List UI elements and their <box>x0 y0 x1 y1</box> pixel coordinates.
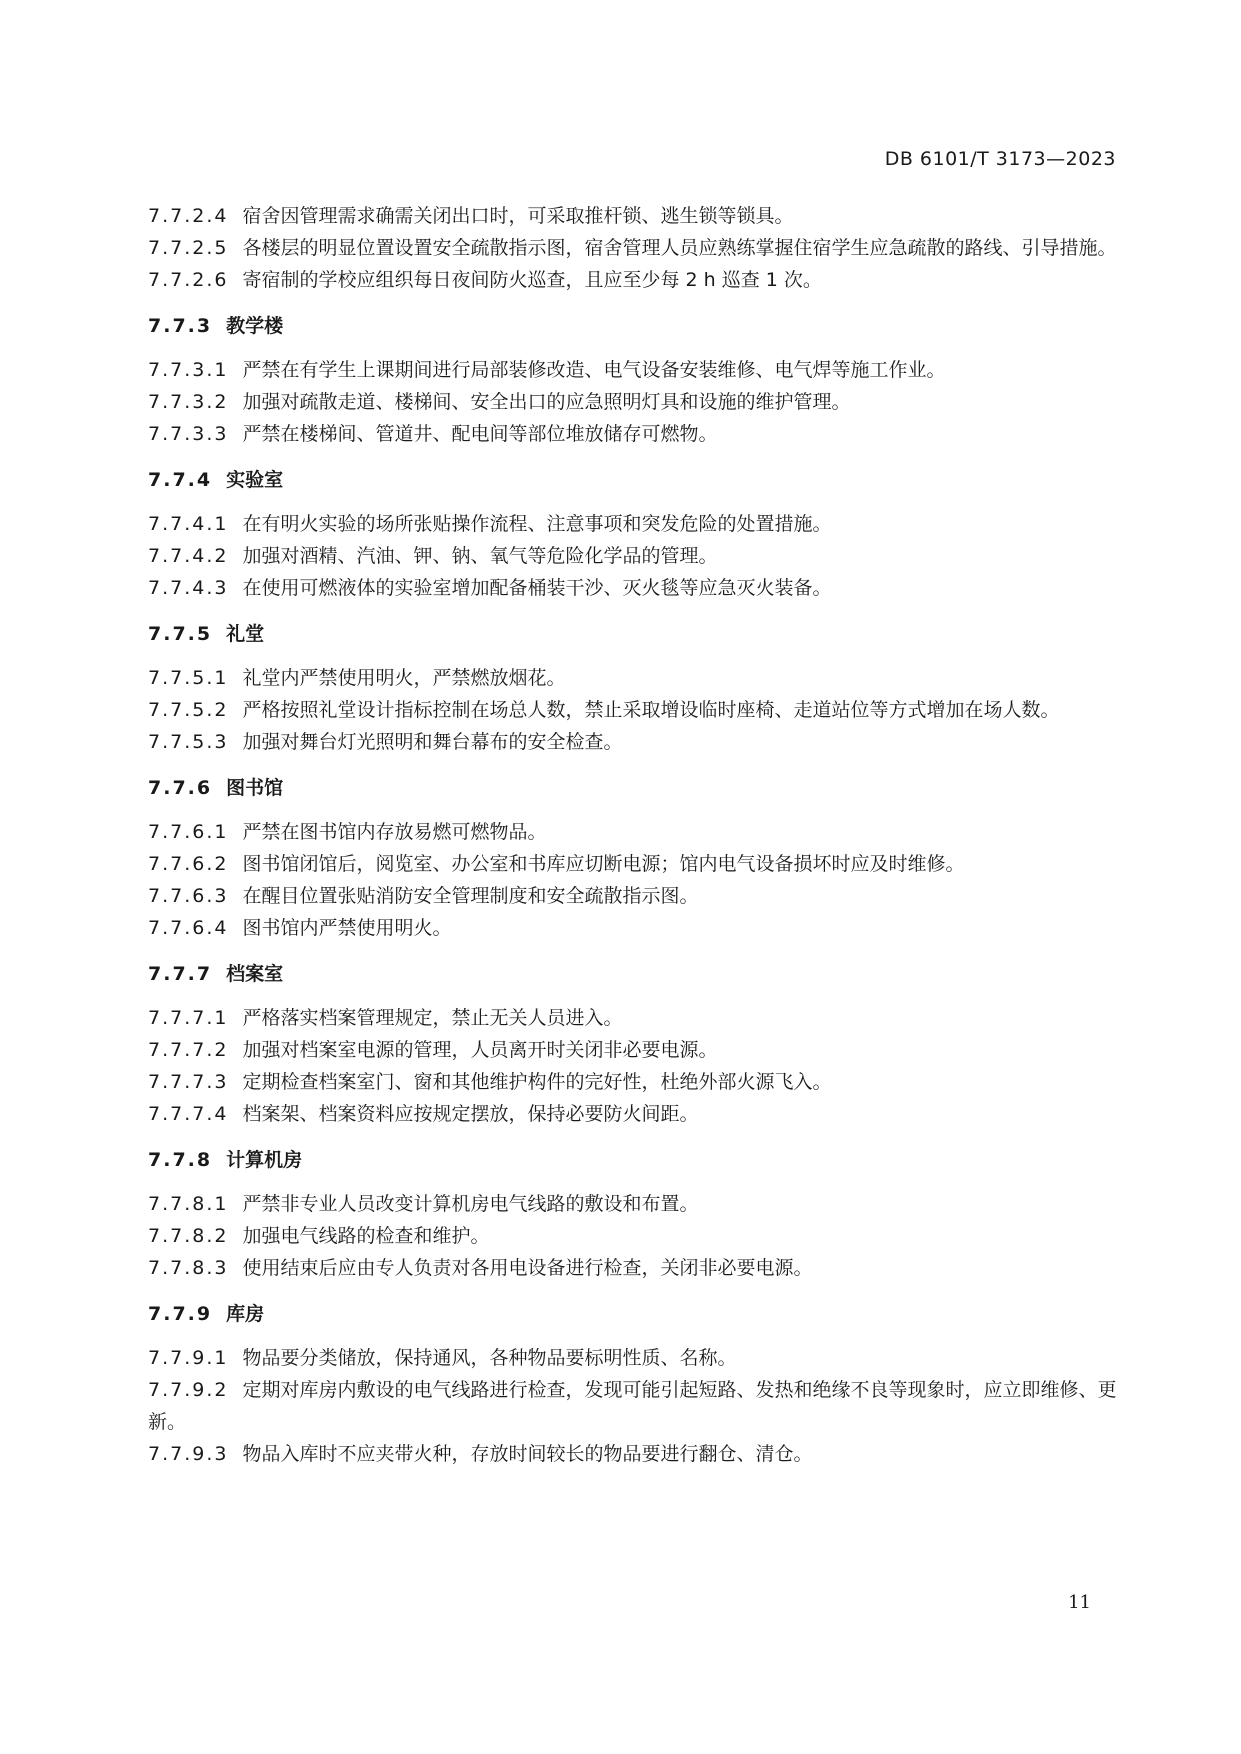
section-7-7-6-heading <box>148 772 1118 804</box>
clause-7-7-9-1 <box>148 1342 1118 1374</box>
clause-text: 图书馆闭馆后，阅览室、办公室和书库应切断电源；馆内电气设备损坏时应及时维修。 <box>242 853 965 875</box>
clause-number: 7.7.9.1 <box>148 1347 229 1369</box>
clause-number: 7.7.7.3 <box>148 1071 229 1093</box>
clause-text: 加强对酒精、汽油、钾、钠、氧气等危险化学品的管理。 <box>242 545 718 567</box>
section-number: 7.7.6 <box>148 777 213 799</box>
clause-7-7-8-3 <box>148 1252 1118 1284</box>
clause-7-7-6-4 <box>148 912 1118 944</box>
clause-text: 档案架、档案资料应按规定摆放，保持必要防火间距。 <box>242 1103 699 1125</box>
clause-text: 使用结束后应由专人负责对各用电设备进行检查，关闭非必要电源。 <box>242 1257 813 1279</box>
clause-text: 加强对疏散走道、楼梯间、安全出口的应急照明灯具和设施的维护管理。 <box>242 391 851 413</box>
clause-7-7-5-1 <box>148 662 1118 694</box>
section-number: 7.7.5 <box>148 623 213 645</box>
section-7-7-8-heading <box>148 1144 1118 1176</box>
clause-text: 定期检查档案室门、窗和其他维护构件的完好性，杜绝外部火源飞入。 <box>242 1071 832 1093</box>
clause-number: 7.7.6.4 <box>148 917 229 939</box>
clause-text: 在使用可燃液体的实验室增加配备桶装干沙、灭火毯等应急灭火装备。 <box>242 577 832 599</box>
clause-7-7-4-2 <box>148 540 1118 572</box>
clause-7-7-8-1 <box>148 1188 1118 1220</box>
clause-number: 7.7.3.2 <box>148 391 229 413</box>
clause-text: 严禁非专业人员改变计算机房电气线路的敷设和布置。 <box>242 1193 699 1215</box>
clause-7-7-5-2 <box>148 694 1118 726</box>
section-7-7-5-heading <box>148 618 1118 650</box>
section-number: 7.7.4 <box>148 469 213 491</box>
clause-number: 7.7.8.1 <box>148 1193 229 1215</box>
clause-number: 7.7.9.2 <box>148 1379 229 1401</box>
clause-number: 7.7.5.1 <box>148 667 229 689</box>
clause-text: 在醒目位置张贴消防安全管理制度和安全疏散指示图。 <box>242 885 699 907</box>
section-number: 7.7.7 <box>148 963 213 985</box>
section-title: 教学楼 <box>226 315 284 337</box>
clause-text: 严禁在有学生上课期间进行局部装修改造、电气设备安装维修、电气焊等施工作业。 <box>242 359 946 381</box>
clause-number: 7.7.9.3 <box>148 1443 229 1465</box>
clause-text: 物品要分类储放，保持通风，各种物品要标明性质、名称。 <box>242 1347 737 1369</box>
clause-text: 物品入库时不应夹带火种，存放时间较长的物品要进行翻仓、清仓。 <box>242 1443 813 1465</box>
clause-7-7-4-1 <box>148 508 1118 540</box>
clause-number: 7.7.8.2 <box>148 1225 229 1247</box>
clause-number: 7.7.4.2 <box>148 545 229 567</box>
clause-7-7-4-3 <box>148 572 1118 604</box>
clause-7-7-9-3 <box>148 1438 1118 1470</box>
clause-number: 7.7.3.1 <box>148 359 229 381</box>
clause-7-7-7-4 <box>148 1098 1118 1130</box>
clause-number: 7.7.8.3 <box>148 1257 229 1279</box>
clause-number: 7.7.6.3 <box>148 885 229 907</box>
section-7-7-7-heading <box>148 958 1118 990</box>
section-number: 7.7.8 <box>148 1149 213 1171</box>
clause-text: 在有明火实验的场所张贴操作流程、注意事项和突发危险的处置措施。 <box>242 513 832 535</box>
clause-number: 7.7.4.1 <box>148 513 229 535</box>
section-title: 礼堂 <box>226 623 265 645</box>
clause-7-7-3-3 <box>148 418 1118 450</box>
clause-7-7-7-2 <box>148 1034 1118 1066</box>
clause-text: 加强电气线路的检查和维护。 <box>242 1225 490 1247</box>
clause-7-7-2-6 <box>148 264 1118 296</box>
clause-text: 严格按照礼堂设计指标控制在场总人数，禁止采取增设临时座椅、走道站位等方式增加在场人数。 <box>242 699 1060 721</box>
clause-7-7-7-1 <box>148 1002 1118 1034</box>
clause-text: 严格落实档案管理规定，禁止无关人员进入。 <box>242 1007 623 1029</box>
clause-7-7-9-2 <box>148 1374 1118 1438</box>
clause-number: 7.7.2.6 <box>148 269 229 291</box>
page-number: 11 <box>1068 1592 1091 1613</box>
clause-7-7-2-5 <box>148 232 1118 264</box>
section-7-7-9-heading <box>148 1298 1118 1330</box>
clause-text: 礼堂内严禁使用明火，严禁燃放烟花。 <box>242 667 566 689</box>
clause-7-7-3-2 <box>148 386 1118 418</box>
clause-7-7-3-1 <box>148 354 1118 386</box>
clause-text: 图书馆内严禁使用明火。 <box>242 917 452 939</box>
clause-7-7-7-3 <box>148 1066 1118 1098</box>
clause-7-7-6-3 <box>148 880 1118 912</box>
section-title: 库房 <box>226 1303 265 1325</box>
section-number: 7.7.9 <box>148 1303 213 1325</box>
clause-number: 7.7.7.4 <box>148 1103 229 1125</box>
clause-number: 7.7.2.4 <box>148 205 229 227</box>
clause-text: 加强对舞台灯光照明和舞台幕布的安全检查。 <box>242 731 623 753</box>
clause-text: 严禁在楼梯间、管道井、配电间等部位堆放储存可燃物。 <box>242 423 718 445</box>
clause-number: 7.7.2.5 <box>148 237 229 259</box>
clause-number: 7.7.5.2 <box>148 699 229 721</box>
section-title: 计算机房 <box>226 1149 303 1171</box>
section-title: 图书馆 <box>226 777 284 799</box>
clause-number: 7.7.5.3 <box>148 731 229 753</box>
clause-number: 7.7.6.1 <box>148 821 229 843</box>
standard-code: DB 6101/T 3173—2023 <box>884 148 1116 170</box>
section-title: 实验室 <box>226 469 284 491</box>
clause-text: 加强对档案室电源的管理，人员离开时关闭非必要电源。 <box>242 1039 718 1061</box>
clause-text: 寄宿制的学校应组织每日夜间防火巡查，且应至少每 2 h 巡查 1 次。 <box>242 269 822 291</box>
document-body <box>148 200 1118 1470</box>
clause-text: 定期对库房内敷设的电气线路进行检查，发现可能引起短路、发热和绝缘不良等现象时，应立即维修、更新。 <box>148 1379 1117 1433</box>
clause-7-7-8-2 <box>148 1220 1118 1252</box>
clause-number: 7.7.4.3 <box>148 577 229 599</box>
clause-text: 宿舍因管理需求确需关闭出口时，可采取推杆锁、逃生锁等锁具。 <box>242 205 794 227</box>
clause-7-7-2-4 <box>148 200 1118 232</box>
clause-text: 各楼层的明显位置设置安全疏散指示图，宿舍管理人员应熟练掌握住宿学生应急疏散的路线、引导措施。 <box>242 237 1117 259</box>
clause-number: 7.7.3.3 <box>148 423 229 445</box>
section-7-7-3-heading <box>148 310 1118 342</box>
section-number: 7.7.3 <box>148 315 213 337</box>
section-title: 档案室 <box>226 963 284 985</box>
clause-number: 7.7.7.2 <box>148 1039 229 1061</box>
clause-number: 7.7.6.2 <box>148 853 229 875</box>
clause-7-7-5-3 <box>148 726 1118 758</box>
clause-text: 严禁在图书馆内存放易燃可燃物品。 <box>242 821 547 843</box>
clause-7-7-6-1 <box>148 816 1118 848</box>
clause-7-7-6-2 <box>148 848 1118 880</box>
clause-number: 7.7.7.1 <box>148 1007 229 1029</box>
section-7-7-4-heading <box>148 464 1118 496</box>
